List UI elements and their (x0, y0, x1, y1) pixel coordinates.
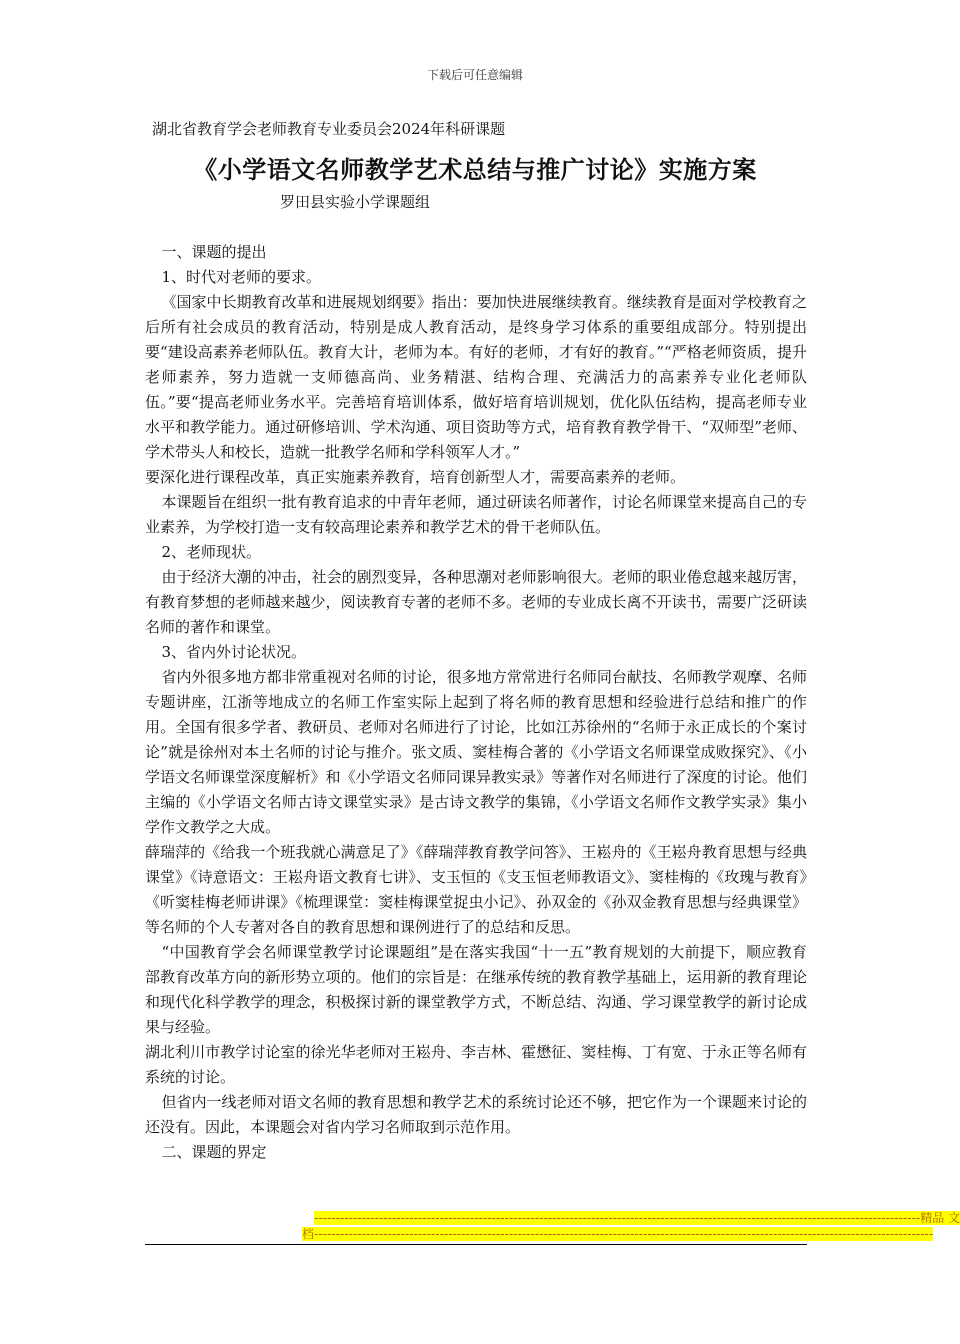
paragraph: 本课题旨在组织一批有教育追求的中青年老师，通过研读名师著作，讨论名师课堂来提高自己的专业素养，为学校打造一支有较高理论素养和教学艺术的骨干老师队伍。 (145, 493, 807, 536)
document-body (145, 240, 807, 1165)
footer-watermark (302, 1210, 960, 1242)
research-group: 罗田县实验小学课题组 (280, 193, 431, 211)
project-subtitle: 湖北省教育学会老师教育专业委员会2024年科研课题 (152, 120, 506, 138)
section-heading-1: 一、课题的提出 (161, 243, 267, 261)
subsection-heading-1-1: 1、时代对老师的要求。 (161, 268, 322, 286)
paragraph: “中国教育学会名师课堂教学讨论课题组”是在落实我国“十一五”教育规划的大前提下，顺应教育部教育改革方向的新形势立项的。他们的宗旨是：在继承传统的教育教学基础上，运用新的教育理论和现代化科学教学的理念，积极探讨新的课堂教学方式，不断总结、沟通、学习课堂教学的新讨论成果与经验。 (145, 943, 807, 1036)
paragraph: 《国家中长期教育改革和进展规划纲要》指出：要加快进展继续教育。继续教育是面对学校教育之后所有社会成员的教育活动，特别是成人教育活动，是终身学习体系的重要组成部分。特别提出要“建设高素养老师队伍。教育大计，老师为本。有好的老师，才有好的教育。”“严格老师资质，提升老师素养，努力造就一支师德高尚、业务精湛、结构合理、充满活力的高素养专业化老师队伍。”要“提高老师业务水平。完善培育培训体系，做好培育培训规划，优化队伍结构，提高老师专业水平和教学能力。通过研修培训、学术沟通、项目资助等方式，培育教育教学骨干、“双师型”老师、学术带头人和校长，造就一批教学名师和学科领军人才。” (145, 293, 807, 461)
download-note: 下载后可任意编辑 (426, 68, 523, 82)
document-title: 《小学语文名师教学艺术总结与推广讨论》实施方案 (193, 156, 757, 184)
section-heading-2: 二、课题的界定 (161, 1143, 267, 1161)
footer-line-1: --------------------------------------------------------------------------------------------------------------------------------------------精品 文 (314, 1211, 960, 1225)
subsection-heading-1-3: 3、省内外讨论状况。 (161, 643, 307, 661)
paragraph: 薛瑞萍的《给我一个班我就心满意足了》《薛瑞萍教育教学问答》、王崧舟的《王崧舟教育思想与经典课堂》《诗意语文：王崧舟语文教育七讲》、支玉恒的《支玉恒老师教语文》、窦桂梅的《玫瑰与教育》《听窦桂梅老师讲课》《梳理课堂：窦桂梅课堂捉虫小记》、孙双金的《孙双金教育思想与经典课堂》等名师的个人专著对各自的教育思想和课例进行了的总结和反思。 (145, 843, 807, 936)
paragraph: 湖北利川市教学讨论室的徐光华老师对王崧舟、李吉林、霍懋征、窦桂梅、丁有宽、于永正等名师有系统的讨论。 (145, 1043, 807, 1086)
paragraph: 要深化进行课程改革，真正实施素养教育，培育创新型人才，需要高素养的老师。 (145, 468, 686, 486)
paragraph: 省内外很多地方都非常重视对名师的讨论，很多地方常常进行名师同台献技、名师教学观摩、名师专题讲座，江浙等地成立的名师工作室实际上起到了将名师的教育思想和经验进行总结和推广的作用。全国有很多学者、教研员、老师对名师进行了讨论，比如江苏徐州的“名师于永正成长的个案讨论”就是徐州对本土名师的讨论与推介。张文质、窦桂梅合著的《小学语文名师课堂成败探究》、《小学语文名师课堂深度解析》和《小学语文名师同课异教实录》等著作对名师进行了深度的讨论。他们主编的《小学语文名师古诗文课堂实录》是古诗文教学的集锦，《小学语文名师作文教学实录》集小学作文教学之大成。 (145, 668, 807, 836)
footer-divider (145, 1244, 807, 1245)
footer-line-2: 档----------------------------------------------------------------------------------------------------------------------------------------------- (302, 1227, 934, 1241)
paragraph: 由于经济大潮的冲击，社会的剧烈变异，各种思潮对老师影响很大。老师的职业倦怠越来越厉害，有教育梦想的老师越来越少，阅读教育专著的老师不多。老师的专业成长离不开读书，需要广泛研读名师的著作和课堂。 (145, 568, 807, 636)
subsection-heading-1-2: 2、老师现状。 (161, 543, 262, 561)
paragraph: 但省内一线老师对语文名师的教育思想和教学艺术的系统讨论还不够，把它作为一个课题来讨论的还没有。因此，本课题会对省内学习名师取到示范作用。 (145, 1093, 807, 1136)
